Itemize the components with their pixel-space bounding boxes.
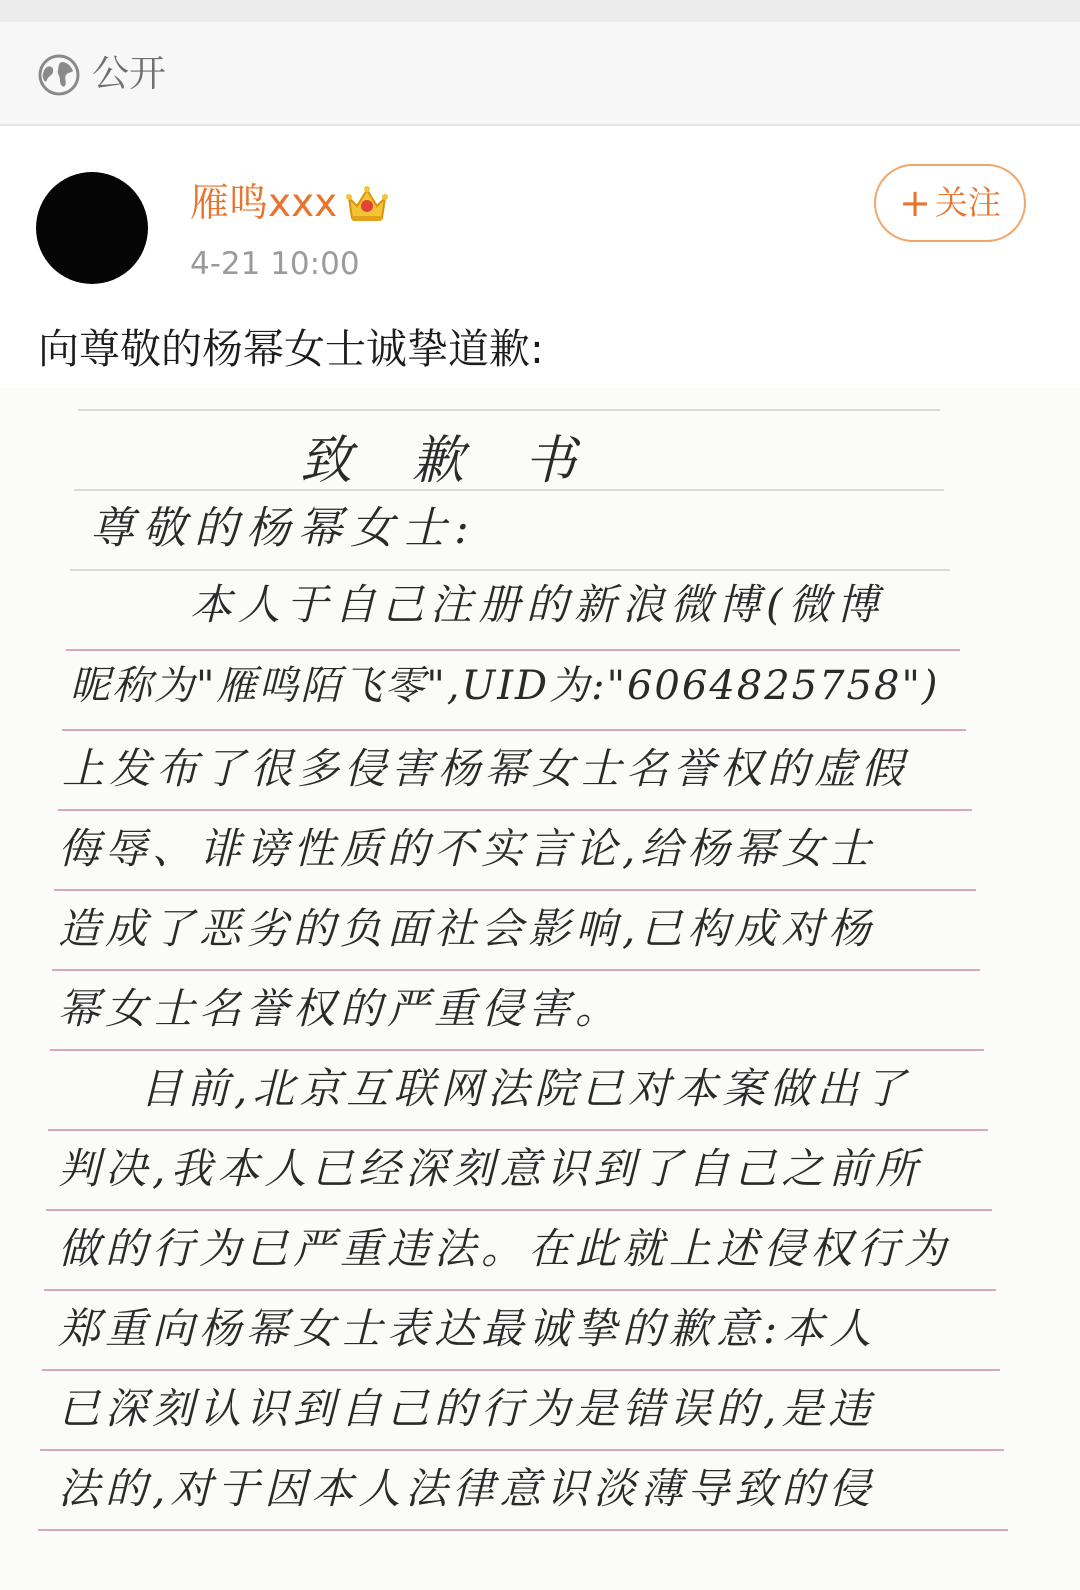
follow-button[interactable] [874,164,1026,242]
letter-line: 幂女士名誉权的严重侵害。 [58,984,623,1033]
avatar[interactable] [36,172,148,284]
follow-label: 关注 [934,183,1001,222]
letter-line: 判决,我本人已经深刻意识到了自己之前所 [58,1144,923,1193]
crown-icon [345,184,389,224]
letter-line: 目前,北京互联网法院已对本案做出了 [140,1064,911,1113]
post-text: 向尊敬的杨幂女士诚挚道歉: [38,325,544,373]
letter-line: 做的行为已严重违法。在此就上述侵权行为 [58,1224,952,1273]
visibility-bar [0,22,1080,126]
visibility-label: 公开 [92,52,166,95]
post-timestamp: 4-21 10:00 [190,246,360,282]
letter-line: 上发布了很多侵害杨幂女士名誉权的虚假 [62,744,909,793]
letter-line: 法的,对于因本人法律意识淡薄导致的侵 [58,1464,876,1513]
letter-line: 侮辱、诽谤性质的不实言论,给杨幂女士 [58,824,876,873]
plus-icon: + [899,181,931,225]
letter-title: 致歉书 [300,431,637,491]
letter-line: 郑重向杨幂女士表达最诚挚的歉意:本人 [58,1304,877,1353]
username-row [190,178,389,230]
letter-line: 本人于自己注册的新浪微博(微博 [190,580,885,629]
top-strip [0,0,1080,22]
letter-line: 尊敬的杨幂女士: [90,503,477,554]
weibo-post [0,126,1080,1590]
globe-icon [38,54,80,96]
apology-letter-image[interactable] [0,388,1080,1590]
letter-line: 已深刻认识到自己的行为是错误的,是违 [58,1384,876,1433]
letter-line: 昵称为"雁鸣陌飞零",UID为:"6064825758") [70,663,940,709]
letter-line: 造成了恶劣的负面社会影响,已构成对杨 [58,904,876,953]
username[interactable]: 雁鸣xxx [190,181,338,226]
